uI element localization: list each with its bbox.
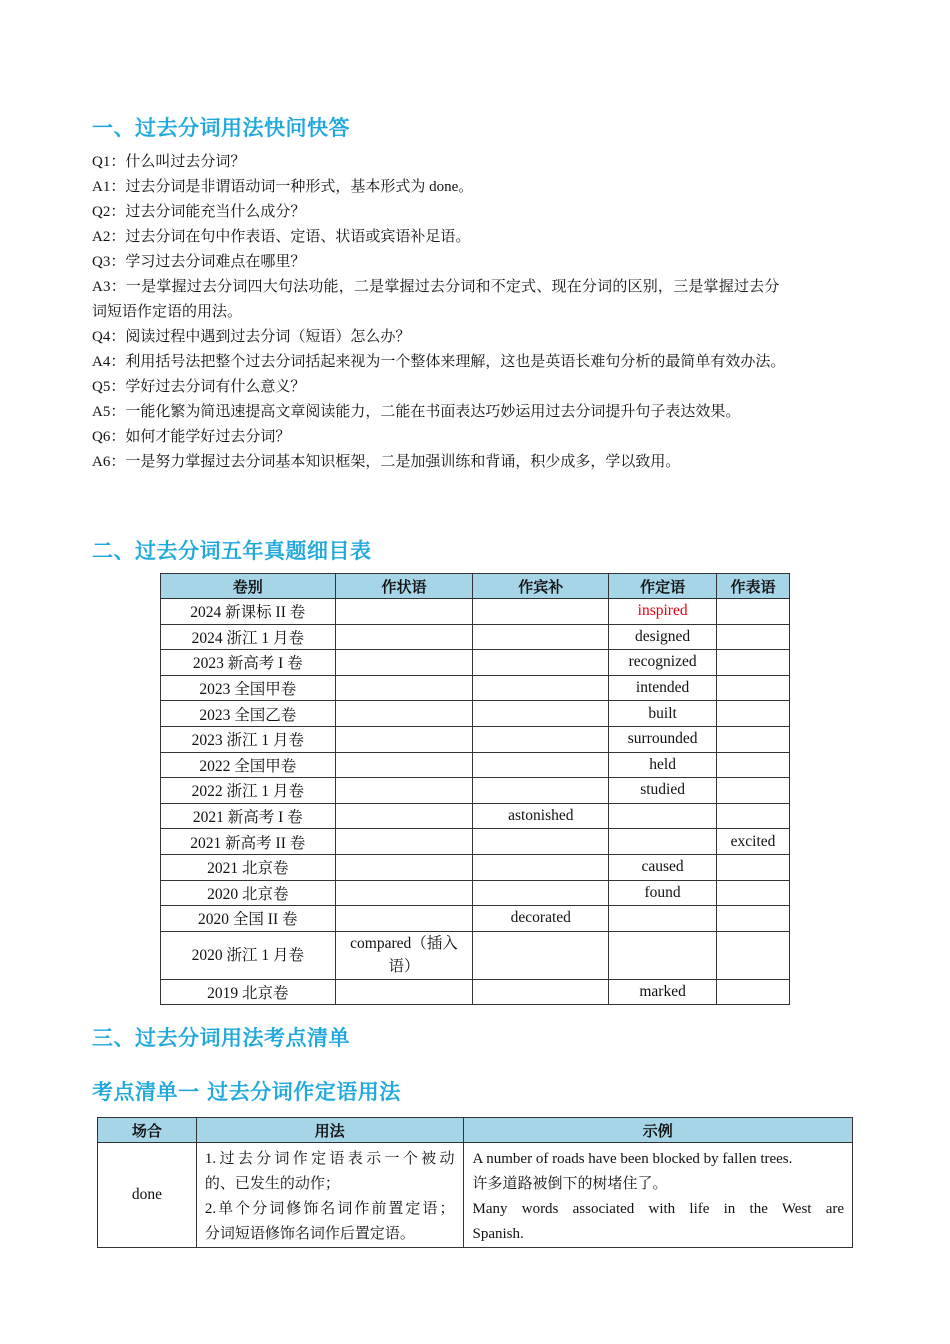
- header-cell: 作宾补: [473, 574, 609, 599]
- table-row: [161, 599, 790, 625]
- table-header-row: [161, 574, 790, 599]
- header-cell: 用法: [196, 1118, 463, 1143]
- qa-line: 词短语作定语的用法。: [92, 304, 243, 320]
- exam-name-cell: 2021 北京卷: [161, 854, 336, 880]
- section3-subtitle: 考点清单一 过去分词作定语用法: [92, 1080, 401, 1104]
- exam-table-body: [161, 599, 790, 1005]
- header-cell: 卷别: [161, 574, 336, 599]
- answer-cell: [335, 906, 473, 932]
- answer-cell: surrounded: [609, 726, 717, 752]
- qa-line: Q2：过去分词能充当什么成分？: [92, 204, 306, 220]
- answer-cell: studied: [609, 778, 717, 804]
- header-cell: 作定语: [609, 574, 717, 599]
- answer-cell: [717, 650, 790, 676]
- table-row: [161, 880, 790, 906]
- answer-cell: [473, 854, 609, 880]
- answer-cell: found: [609, 880, 717, 906]
- usage-cell: [196, 1143, 463, 1248]
- answer-cell: held: [609, 752, 717, 778]
- exam-name-cell: 2022 浙江 1 月卷: [161, 778, 336, 804]
- answer-cell: [335, 752, 473, 778]
- answer-cell: [473, 701, 609, 727]
- answer-cell: [473, 624, 609, 650]
- answer-cell: [717, 599, 790, 625]
- answer-cell: inspired: [609, 599, 717, 625]
- answer-cell: [473, 752, 609, 778]
- exam-name-cell: 2023 全国乙卷: [161, 701, 336, 727]
- table-row: [161, 906, 790, 932]
- answer-cell: [335, 854, 473, 880]
- answer-cell: [473, 829, 609, 855]
- answer-cell: [335, 624, 473, 650]
- answer-cell: [717, 726, 790, 752]
- answer-cell: [335, 880, 473, 906]
- example-line: 许多道路被倒下的树堵住了。: [472, 1176, 668, 1192]
- answer-cell: astonished: [473, 803, 609, 829]
- table-row: [161, 931, 790, 979]
- qa-line: A1：过去分词是非谓语动词一种形式，基本形式为 done。: [92, 179, 474, 195]
- answer-cell: [335, 650, 473, 676]
- qa-line: A2：过去分词在句中作表语、定语、状语或宾语补足语。: [92, 229, 471, 245]
- exam-name-cell: 2023 新高考 I 卷: [161, 650, 336, 676]
- exam-name-cell: 2023 全国甲卷: [161, 675, 336, 701]
- table-row: [98, 1143, 853, 1248]
- answer-cell: [335, 778, 473, 804]
- exam-name-cell: 2024 浙江 1 月卷: [161, 624, 336, 650]
- table-row: [161, 829, 790, 855]
- answer-cell: decorated: [473, 906, 609, 932]
- exam-name-cell: 2020 北京卷: [161, 880, 336, 906]
- qa-line: Q6：如何才能学好过去分词？: [92, 429, 291, 445]
- answer-cell: [609, 829, 717, 855]
- qa-line: Q5：学好过去分词有什么意义？: [92, 379, 306, 395]
- answer-cell: [717, 931, 790, 979]
- answer-cell: built: [609, 701, 717, 727]
- answer-cell: [473, 778, 609, 804]
- answer-cell: [609, 803, 717, 829]
- table-header-row: [98, 1118, 853, 1143]
- exam-name-cell: 2019 北京卷: [161, 979, 336, 1005]
- answer-cell: [717, 701, 790, 727]
- header-cell: 示例: [463, 1118, 853, 1143]
- table-row: [161, 624, 790, 650]
- answer-cell: [335, 979, 473, 1005]
- answer-cell: [717, 752, 790, 778]
- answer-cell: intended: [609, 675, 717, 701]
- header-cell: 场合: [98, 1118, 197, 1143]
- table-row: [161, 752, 790, 778]
- usage-table: [97, 1117, 853, 1248]
- usage-line: 分词短语修饰名词作后置定语。: [204, 1226, 415, 1242]
- table-row: [161, 650, 790, 676]
- answer-cell: [335, 829, 473, 855]
- answer-cell: [717, 906, 790, 932]
- answer-cell: marked: [609, 979, 717, 1005]
- answer-cell: [717, 854, 790, 880]
- answer-cell: [473, 675, 609, 701]
- answer-cell: caused: [609, 854, 717, 880]
- table-row: [161, 803, 790, 829]
- table-row: [161, 778, 790, 804]
- qa-line: A6：一是努力掌握过去分词基本知识框架，二是加强训练和背诵，积少成多，学以致用。: [92, 454, 681, 470]
- answer-cell: [717, 778, 790, 804]
- exam-name-cell: 2023 浙江 1 月卷: [161, 726, 336, 752]
- answer-cell: [335, 803, 473, 829]
- exam-name-cell: 2021 新高考 II 卷: [161, 829, 336, 855]
- table-row: [161, 675, 790, 701]
- answer-cell: [717, 675, 790, 701]
- case-cell: done: [98, 1143, 197, 1248]
- exam-name-cell: 2020 浙江 1 月卷: [161, 931, 336, 979]
- answer-cell: recognized: [609, 650, 717, 676]
- qa-line: A4：利用括号法把整个过去分词括起来视为一个整体来理解，这也是英语长难句分析的最简单有效办法。: [92, 354, 786, 370]
- exam-name-cell: 2022 全国甲卷: [161, 752, 336, 778]
- section3-title: 三、过去分词用法考点清单: [92, 1026, 350, 1050]
- header-cell: 作状语: [335, 574, 473, 599]
- table-row: [161, 854, 790, 880]
- exam-table: [160, 573, 790, 1005]
- answer-cell: [473, 650, 609, 676]
- answer-cell: [473, 979, 609, 1005]
- example-line: Spanish.: [472, 1226, 524, 1242]
- answer-cell: [335, 701, 473, 727]
- section2-title: 二、过去分词五年真题细目表: [92, 539, 372, 563]
- answer-cell: [717, 803, 790, 829]
- answer-cell: [473, 931, 609, 979]
- example-cell: [463, 1143, 853, 1248]
- qa-line: A3：一是掌握过去分词四大句法功能，二是掌握过去分词和不定式、现在分词的区别，三是掌握过去分: [92, 279, 780, 295]
- qa-line: Q4：阅读过程中遇到过去分词（短语）怎么办？: [92, 329, 411, 345]
- answer-cell: [335, 726, 473, 752]
- example-line: Many words associated with life in the West are: [472, 1201, 844, 1217]
- qa-line: A5：一能化繁为简迅速提高文章阅读能力，二能在书面表达巧妙运用过去分词提升句子表达效果。: [92, 404, 741, 420]
- exam-name-cell: 2021 新高考 I 卷: [161, 803, 336, 829]
- answer-cell: designed: [609, 624, 717, 650]
- usage-line: 2.单个分词修饰名词作前置定语；: [204, 1201, 455, 1217]
- answer-cell: [717, 624, 790, 650]
- table-row: [161, 979, 790, 1005]
- table-row: [161, 701, 790, 727]
- answer-cell: [335, 599, 473, 625]
- qa-list: [92, 150, 862, 475]
- table-row: [161, 726, 790, 752]
- exam-name-cell: 2024 新课标 II 卷: [161, 599, 336, 625]
- answer-cell: excited: [717, 829, 790, 855]
- usage-line: 1.过去分词作定语表示一个被动: [204, 1151, 455, 1167]
- answer-cell: [473, 726, 609, 752]
- exam-name-cell: 2020 全国 II 卷: [161, 906, 336, 932]
- usage-line: 的、已发生的动作；: [204, 1176, 340, 1192]
- example-line: A number of roads have been blocked by fallen trees.: [472, 1151, 793, 1167]
- section1-title: 一、过去分词用法快问快答: [92, 116, 350, 140]
- answer-cell: [609, 931, 717, 979]
- answer-cell: [609, 906, 717, 932]
- header-cell: 作表语: [717, 574, 790, 599]
- answer-cell: [335, 675, 473, 701]
- answer-cell: [717, 880, 790, 906]
- answer-cell: compared（插入语）: [335, 931, 473, 979]
- qa-line: Q3：学习过去分词难点在哪里？: [92, 254, 306, 270]
- answer-cell: [473, 880, 609, 906]
- qa-line: Q1：什么叫过去分词？: [92, 154, 246, 170]
- answer-cell: [473, 599, 609, 625]
- answer-cell: [717, 979, 790, 1005]
